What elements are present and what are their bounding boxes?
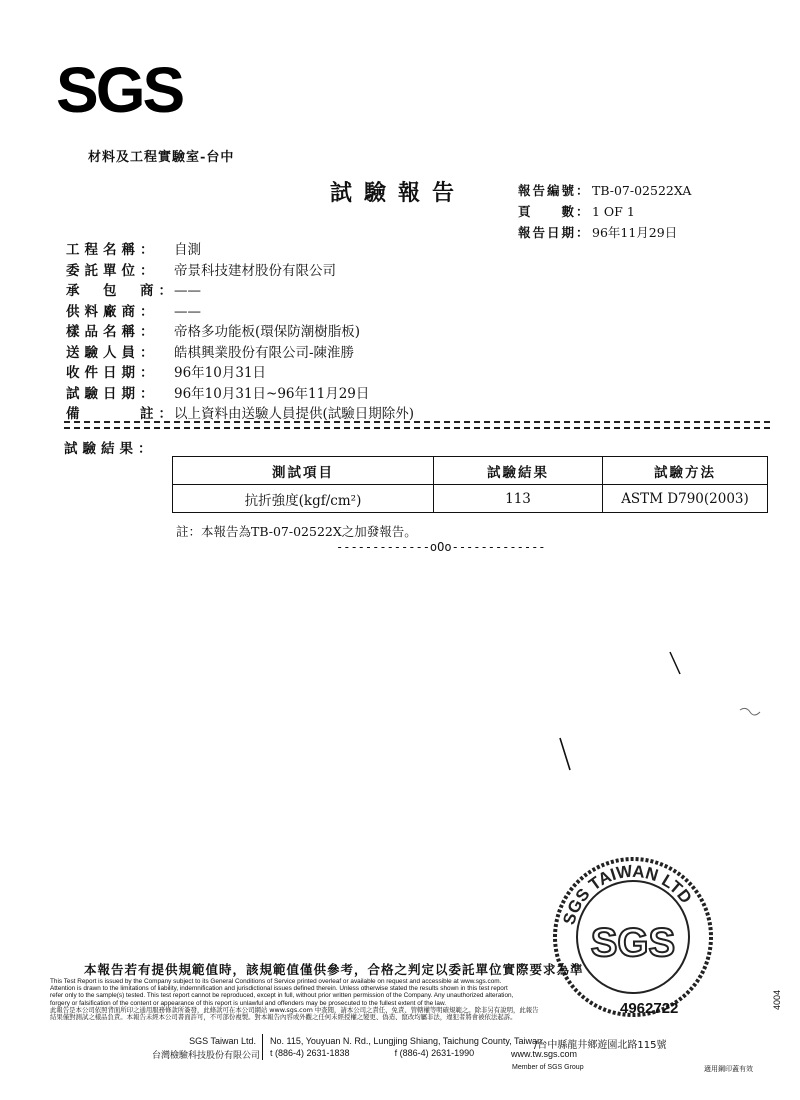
divider — [64, 421, 770, 423]
field-supplier: 供料廠商： —— — [66, 303, 201, 320]
disclaimer-text: This Test Report is issued by the Company subject to its General Conditions of Service printed overleaf or available on request and accessible at www.sgs.com. Attention is drawn to the limitations of liability, indemnification and jurisdictional issues defined therein. Unless otherwise stated the results shown in this test report refer only to the sample(s) tested. This test report cannot be reproduced, except in full, without prior written permission of the Company. Any unauthorized alteration, forgery or falsification of the content or appearance of this report is unlawful and offenders may be prosecuted to the fullest extent of the law. 此報告是本公司依照背面所印之通用服務條款所簽發，此條款可在本公司網站 www.sgs.com 中查閱，請本公司之責任、免責、管轄權等明確規範之。除非另有說明，此報告 結果僅對測試之樣品負責。本報告未經本公司書面許可，不可部份複製。對本報告內容或外觀之任何未經授權之變更、偽造、竄改均屬非法，違犯者將會被依法起訴。 — [50, 978, 539, 1022]
footer-website: www.tw.sgs.com — [511, 1049, 578, 1059]
handwritten-marks — [540, 640, 770, 790]
report-fields — [66, 240, 414, 425]
meta-report-number: 報告編號： TB-07-02522XA — [518, 183, 692, 198]
seal-center-text: SGS — [590, 921, 676, 965]
field-project-name: 工程名稱： 自測 — [66, 242, 201, 258]
footer-address-zh: /台中縣龍井鄉遊園北路115號 — [534, 1040, 667, 1051]
field-remarks: 備 註： 以上資料由送驗人員提供(試驗日期除外) — [66, 406, 415, 422]
field-contractor: 承 包 商： —— — [66, 283, 201, 299]
results-table — [172, 456, 768, 513]
meta-report-date: 報告日期： 96年11月29日 — [518, 225, 678, 240]
field-submitter: 送驗人員： 皓棋興業股份有限公司-陳淮勝 — [66, 344, 355, 361]
sgs-logo-text: SGS — [56, 54, 183, 126]
end-mark: -------------oOo------------- — [336, 540, 546, 554]
header-method: 試驗方法 — [603, 457, 768, 485]
footer-company-zh: 台灣檢驗科技股份有限公司 — [151, 1051, 260, 1061]
sgs-logo — [36, 40, 206, 128]
header-result: 試驗結果 — [434, 457, 603, 485]
results-label: 試驗結果： — [64, 441, 157, 457]
footer-company-en: SGS Taiwan Ltd. — [189, 1036, 256, 1046]
document-number: 4962722 — [620, 1000, 679, 1017]
report-title: 試驗報告 — [330, 180, 467, 206]
cell-method: ASTM D790(2003) — [603, 485, 768, 513]
report-note: 註：本報告為TB-07-02522X之加發報告。 — [176, 524, 417, 539]
field-received-date: 收件日期： 96年10月31日 — [66, 365, 267, 381]
meta-page-count: 頁 數： 1 OF 1 — [518, 204, 635, 219]
footer-seal-note: 適用鋼印蓋有效 — [704, 1065, 753, 1073]
divider — [64, 427, 770, 429]
field-test-date: 試驗日期： 96年10月31日~96年11月29日 — [66, 385, 370, 402]
table-header-row — [173, 457, 768, 485]
lab-name: 材料及工程實驗室-台中 — [88, 150, 235, 165]
table-row — [173, 485, 768, 513]
disclaimer-heading: 本報告若有提供規範值時，該規範值僅供參考，合格之判定以委託單位實際要求為準 — [84, 962, 584, 977]
cell-result: 113 — [434, 485, 603, 513]
footer-address-en: No. 115, Youyuan N. Rd., Lungjing Shiang, Taichung County, Taiwan. — [270, 1036, 545, 1046]
footer-fax: f (886-4) 2631-1990 — [394, 1048, 475, 1058]
seal-arc-text: SGS TAIWAN LTD — [559, 861, 696, 927]
field-client: 委託單位： 帝景科技建材股份有限公司 — [66, 262, 336, 279]
footer-divider — [262, 1034, 263, 1060]
field-sample-name: 樣品名稱： 帝格多功能板(環保防潮樹脂板) — [66, 324, 361, 340]
footer-member: Member of SGS Group — [512, 1064, 584, 1071]
footer-phone-fax — [270, 1048, 474, 1058]
cell-test-item: 抗折強度(kgf/cm²) — [173, 485, 434, 513]
side-number: 4004 — [772, 989, 782, 1010]
report-meta — [518, 180, 691, 243]
header-test-item: 測試項目 — [173, 457, 434, 485]
footer-tel: t (886-4) 2631-1838 — [270, 1048, 350, 1058]
